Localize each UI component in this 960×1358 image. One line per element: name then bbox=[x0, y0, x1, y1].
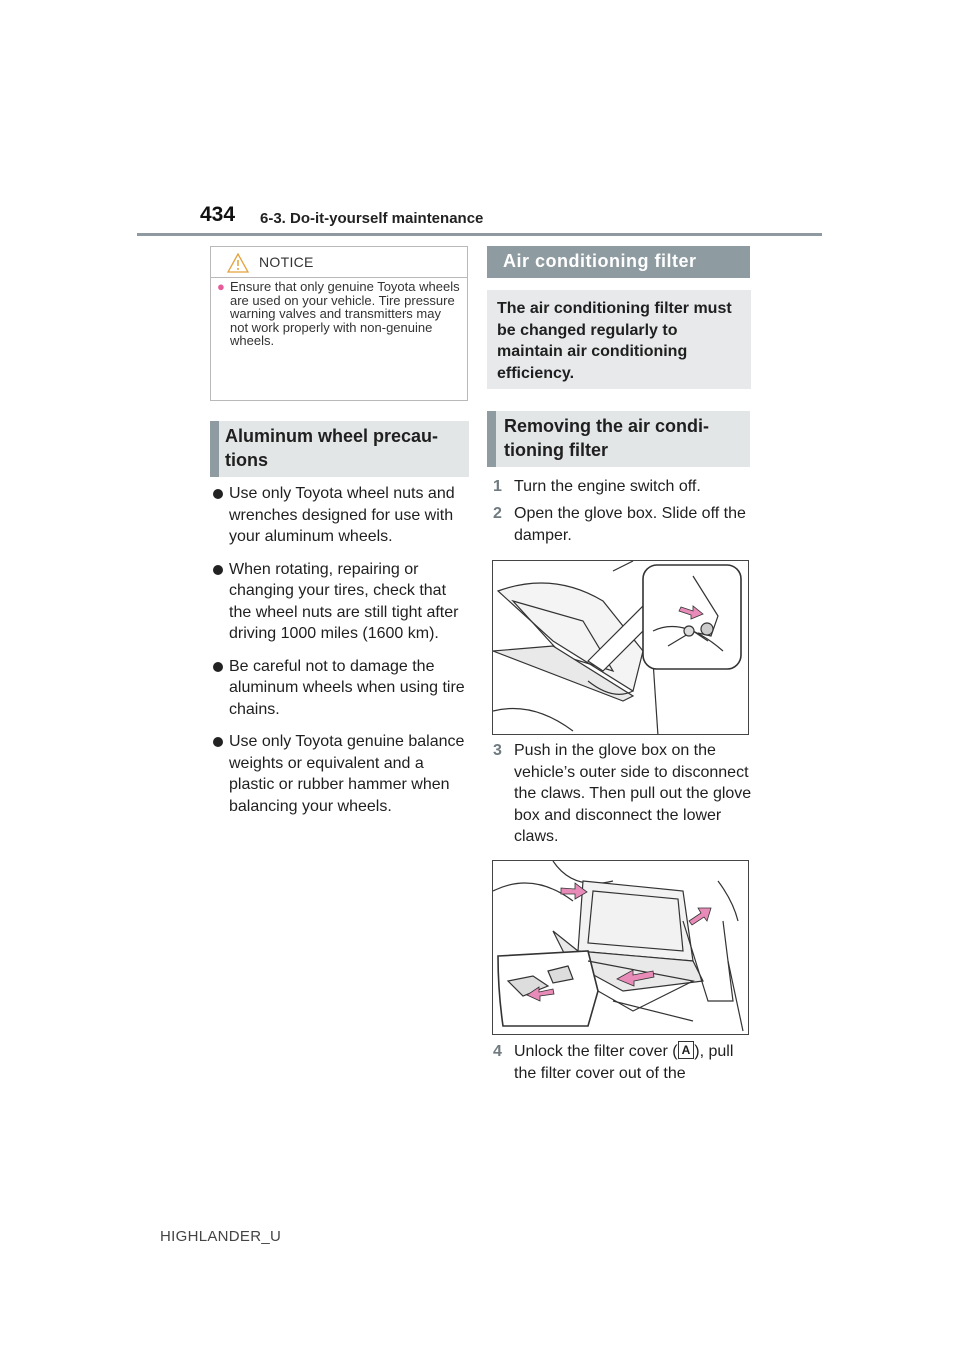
pink-bullet-icon: ● bbox=[217, 279, 225, 294]
step-text: Push in the glove box on the vehicle’s outer side to disconnect the claws. Then pull out the glove box and disconnect the lower claws. bbox=[514, 742, 752, 845]
step-text: Open the glove box. Slide off the damper. bbox=[514, 505, 746, 544]
warning-triangle-icon bbox=[227, 253, 249, 273]
step-3 bbox=[493, 740, 753, 848]
footer-model: HIGHLANDER_U bbox=[160, 1228, 282, 1245]
step-4 bbox=[493, 1041, 753, 1084]
glove-box-damper-drawing bbox=[493, 561, 749, 735]
aluminum-precautions-list bbox=[213, 483, 469, 828]
list-item bbox=[213, 656, 469, 721]
step-text-after: ), pull the filter cover out of the bbox=[514, 1043, 734, 1082]
glove-box-claws-illustration bbox=[492, 860, 749, 1035]
step-1 bbox=[493, 476, 753, 498]
glove-box-damper-illustration bbox=[492, 560, 749, 735]
arrow-pink-icon bbox=[689, 908, 711, 925]
notice-body bbox=[217, 280, 461, 348]
aluminum-heading-line1: Aluminum wheel precau- bbox=[225, 426, 439, 446]
glove-box-claws-drawing bbox=[493, 861, 749, 1035]
list-item bbox=[213, 483, 469, 548]
aluminum-heading-line2: tions bbox=[225, 450, 268, 470]
bullet-icon bbox=[213, 662, 223, 672]
removing-filter-heading bbox=[487, 411, 750, 467]
step-number: 3 bbox=[493, 742, 502, 759]
list-item-text: When rotating, repairing or changing your tires, check that the wheel nuts are still tight after driving 1000 miles (1600 km). bbox=[229, 560, 459, 642]
header-rule bbox=[137, 233, 822, 236]
list-item-text: Use only Toyota wheel nuts and wrenches designed for use with your aluminum wheels. bbox=[229, 485, 455, 545]
ac-filter-intro bbox=[487, 290, 751, 389]
list-item bbox=[213, 559, 469, 645]
bullet-icon bbox=[213, 489, 223, 499]
callout-label-a: A bbox=[678, 1041, 695, 1059]
bullet-icon bbox=[213, 565, 223, 575]
ac-filter-intro-text: The air conditioning filter must be changed regularly to maintain air conditioning efficiency. bbox=[497, 300, 732, 382]
step-number: 1 bbox=[493, 478, 502, 495]
notice-box bbox=[210, 246, 468, 401]
removing-heading-line2: tioning filter bbox=[504, 440, 608, 460]
step-number: 4 bbox=[493, 1043, 502, 1060]
list-item bbox=[213, 731, 469, 817]
step-2 bbox=[493, 503, 753, 546]
ac-filter-heading bbox=[487, 246, 750, 278]
removing-heading-line1: Removing the air condi- bbox=[504, 416, 710, 436]
page-number: 434 bbox=[200, 203, 236, 226]
section-title: 6-3. Do-it-yourself maintenance bbox=[260, 210, 484, 227]
step-number: 2 bbox=[493, 505, 502, 522]
ac-filter-heading-text: Air conditioning filter bbox=[503, 251, 697, 271]
notice-text: Ensure that only genuine Toyota wheels are used on your vehicle. Tire pressure warning valves and transmitters may not work properly with non-genuine wheels. bbox=[230, 279, 460, 348]
bullet-icon bbox=[213, 737, 223, 747]
list-item-text: Be careful not to damage the aluminum wheels when using tire chains. bbox=[229, 657, 465, 718]
notice-label: NOTICE bbox=[259, 254, 314, 270]
step-text bbox=[514, 1041, 753, 1084]
list-item-text: Use only Toyota genuine balance weights or equivalent and a plastic or rubber hammer when balancing your wheels. bbox=[229, 733, 465, 815]
step-text: Turn the engine switch off. bbox=[514, 478, 701, 495]
notice-header bbox=[211, 247, 467, 278]
step-text-before: Unlock the filter cover ( bbox=[514, 1043, 678, 1060]
aluminum-wheel-heading bbox=[210, 421, 469, 477]
